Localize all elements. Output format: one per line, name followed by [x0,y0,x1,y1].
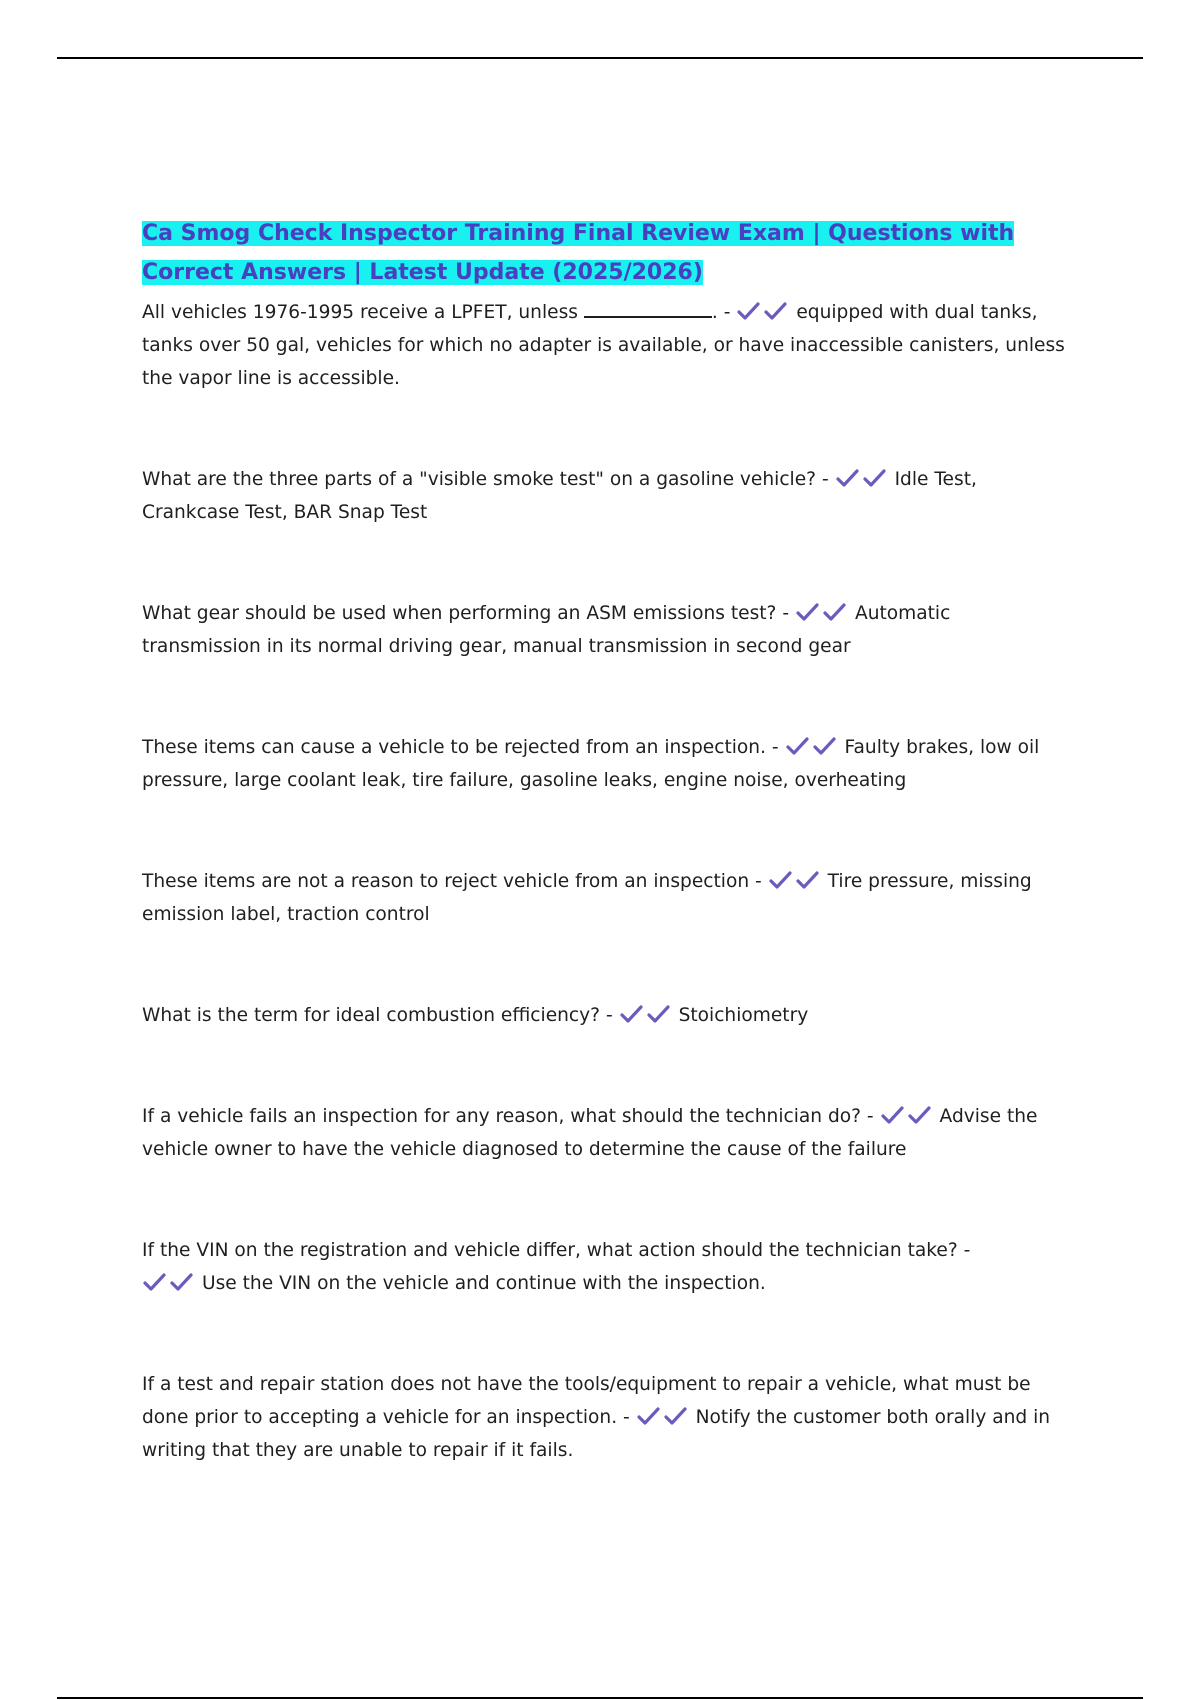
double-check-icon [785,736,845,756]
qa-item-6 [142,999,1072,1032]
question-text: All vehicles 1976-1995 receive a LPFET, unless [142,302,578,323]
question-text: These items can cause a vehicle to be rejected from an inspection. [142,737,766,758]
separator: - [617,1407,636,1428]
answer-text: Automatic transmission in its normal driving gear, manual transmission in second gear [142,603,951,657]
double-check-icon [768,870,828,890]
double-check-icon [835,468,895,488]
answer-blank [584,302,712,318]
question-text: If the VIN on the registration and vehicle differ, what action should the technician take? [142,1240,958,1261]
question-text: If a test and repair station does not have the tools/equipment to repair a vehicle, what must be done prior to accepting a vehicle for an inspection. [142,1374,1031,1428]
double-check-icon [619,1004,679,1024]
answer-text: Stoichiometry [678,1005,809,1026]
answer-text: Faulty brakes, low oil pressure, large coolant leak, tire failure, gasoline leaks, engine noise, overheating [142,737,1040,791]
qa-item-1 [142,296,1072,395]
answer-text: equipped with dual tanks, tanks over 50 gal, vehicles for which no adapter is available, or have inaccessible canisters, unless the vapor line is accessible. [142,302,1065,389]
top-rule [57,57,1143,59]
qa-item-5 [142,865,1072,931]
question-text: If a vehicle fails an inspection for any reason, what should the technician do? [142,1106,862,1127]
question-suffix: . [711,302,718,323]
question-text: What is the term for ideal combustion efficiency? [142,1005,601,1026]
answer-text: Advise the vehicle owner to have the vehicle diagnosed to determine the cause of the failure [142,1106,1038,1160]
separator: - [816,469,835,490]
double-check-icon [636,1406,696,1426]
qa-item-7 [142,1100,1072,1166]
answer-text: Tire pressure, missing emission label, traction control [142,871,1032,925]
qa-item-9 [142,1368,1072,1467]
bottom-rule [57,1697,1143,1699]
double-check-icon [142,1272,202,1292]
question-text: What gear should be used when performing an ASM emissions test? [142,603,777,624]
document-body [142,214,1072,1467]
qa-item-3 [142,597,1072,663]
separator: - [600,1005,619,1026]
qa-item-4 [142,731,1072,797]
answer-text: Idle Test, Crankcase Test, BAR Snap Test [142,469,977,523]
double-check-icon [736,301,796,321]
separator: - [957,1240,971,1261]
answer-text: Notify the customer both orally and in writing that they are unable to repair if it fails. [142,1407,1051,1461]
separator: - [861,1106,880,1127]
double-check-icon [880,1105,940,1125]
double-check-icon [795,602,855,622]
qa-item-8 [142,1234,1072,1300]
separator: - [776,603,795,624]
separator: - [717,302,737,323]
separator: - [766,737,785,758]
document-title: Ca Smog Check Inspector Training Final Review Exam | Questions with Correct Answers | Latest Update (2025/2026) [142,221,1015,285]
question-text: These items are not a reason to reject vehicle from an inspection [142,871,750,892]
answer-text: Use the VIN on the vehicle and continue with the inspection. [202,1273,766,1294]
question-text: What are the three parts of a "visible smoke test" on a gasoline vehicle? [142,469,817,490]
separator: - [749,871,768,892]
qa-item-2 [142,463,1072,529]
